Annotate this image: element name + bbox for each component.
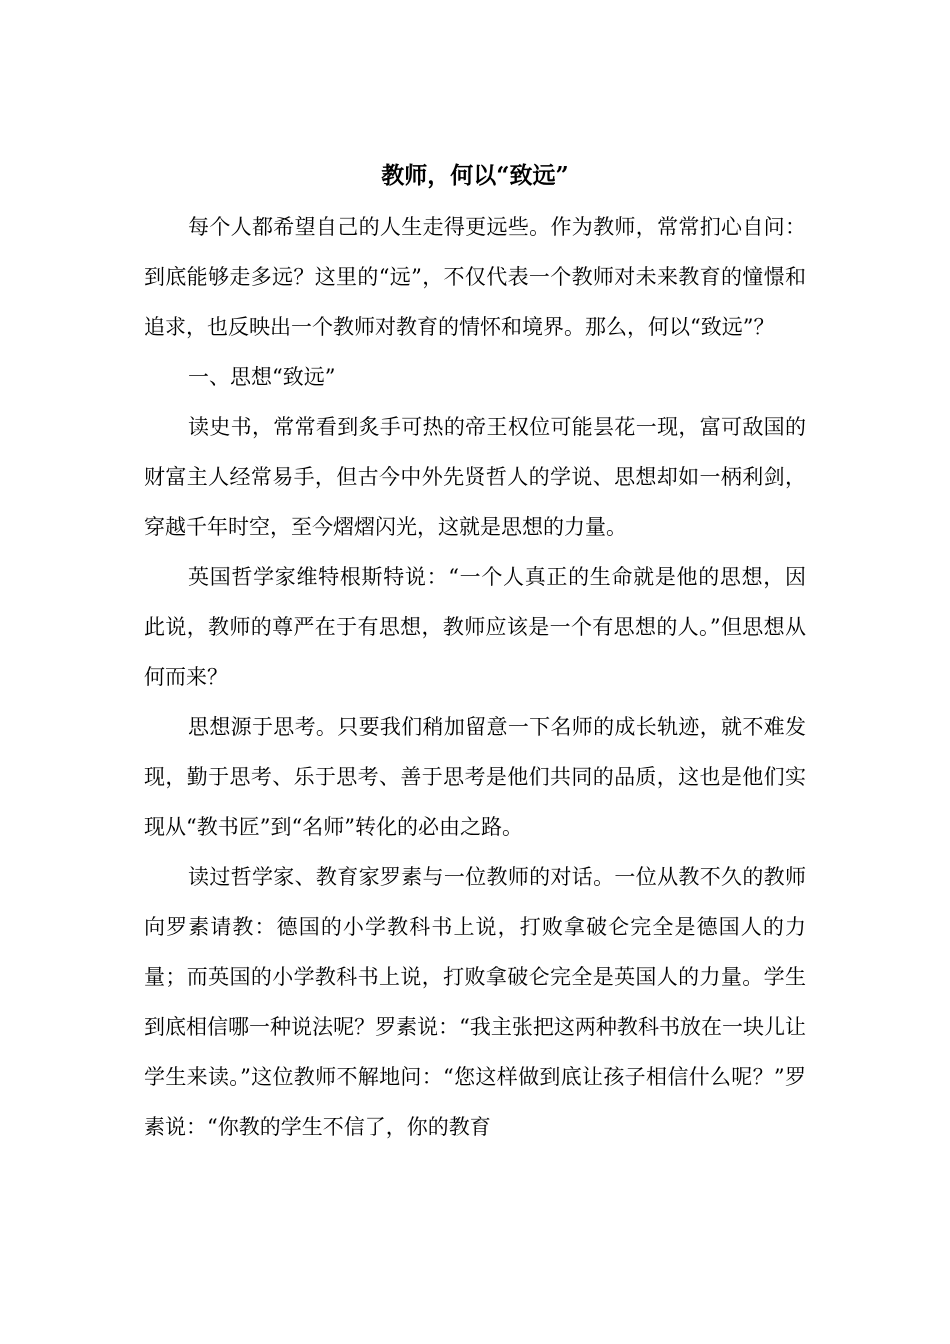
body-paragraph: 读史书，常常看到炙手可热的帝王权位可能昙花一现，富可敌国的财富主人经常易手，但古今中外先贤哲人的学说、思想却如一柄利剑，穿越千年时空，至今熠熠闪光，这就是思想的力量。	[144, 415, 806, 539]
document-body	[144, 150, 806, 1152]
body-paragraph: 英国哲学家维特根斯特说：“一个人真正的生命就是他的思想，因此说，教师的尊严在于有思想，教师应该是一个有思想的人。”但思想从何而来？	[144, 565, 806, 689]
body-paragraph: 思想源于思考。只要我们稍加留意一下名师的成长轨迹，就不难发现，勤于思考、乐于思考、善于思考是他们共同的品质，这也是他们实现从“教书匠”到“名师”转化的必由之路。	[144, 715, 806, 839]
section-heading: 一、思想“致远”	[188, 365, 336, 389]
body-paragraph: 读过哲学家、教育家罗素与一位教师的对话。一位从教不久的教师向罗素请教：德国的小学教科书上说，打败拿破仑完全是德国人的力量；而英国的小学教科书上说，打败拿破仑完全是英国人的力量。学生到底相信哪一种说法呢？罗素说：“我主张把这两种教科书放在一块儿让学生来读。”这位教师不解地问：“您这样做到底让孩子相信什么呢？”罗素说：“你教的学生不信了，你的教育	[144, 865, 806, 1139]
intro-paragraph: 每个人都希望自己的人生走得更远些。作为教师，常常扪心自问：到底能够走多远？这里的“远”，不仅代表一个教师对未来教育的憧憬和追求，也反映出一个教师对教育的情怀和境界。那么，何以“致远”？	[144, 215, 806, 339]
document-title: 教师，何以“致远”	[381, 162, 569, 189]
